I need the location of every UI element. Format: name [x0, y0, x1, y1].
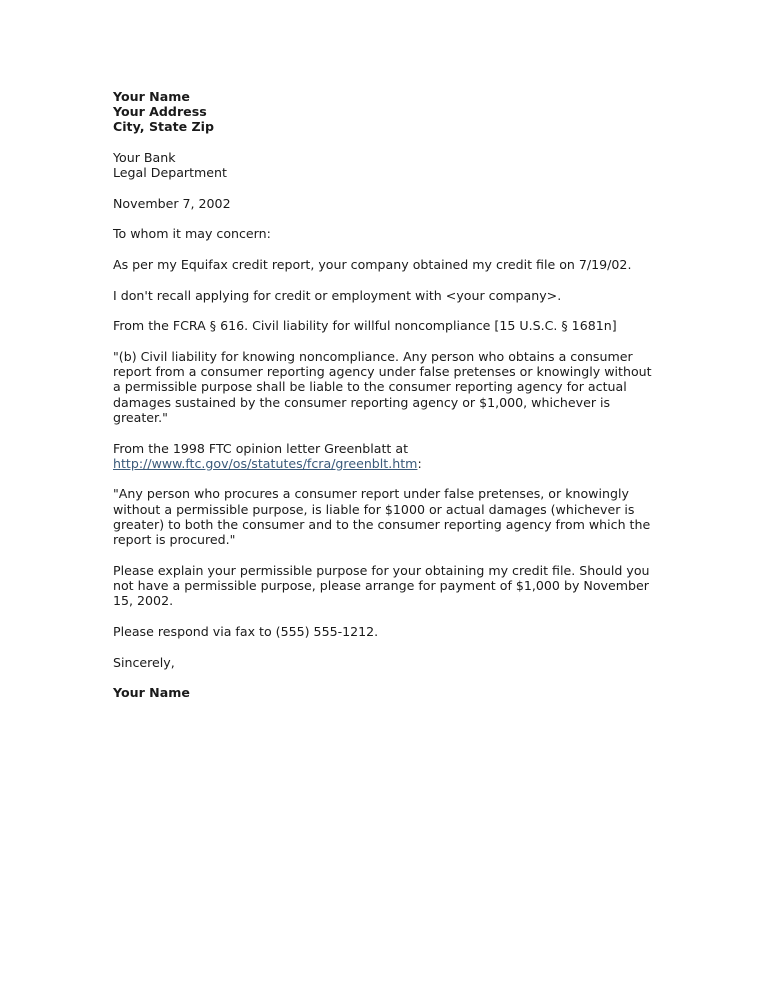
- ftc-intro: From the 1998 FTC opinion letter Greenblatt at: [113, 440, 409, 456]
- ftc-link-line: [113, 456, 673, 471]
- paragraph-fax: Please respond via fax to (555) 555-1212.: [113, 623, 379, 639]
- ftc-quote-line: greater) to both the consumer and to the consumer reporting agency from which the: [113, 516, 651, 532]
- closing: Sincerely,: [113, 654, 175, 670]
- fcra-quote-line: greater.": [113, 409, 168, 425]
- ftc-quote-line: without a permissible purpose, is liable for $1000 or actual damages (whichever is: [113, 501, 635, 517]
- recipient-bank: Your Bank: [113, 149, 176, 165]
- sender-address: Your Address: [113, 104, 207, 120]
- fcra-quote-line: damages sustained by the consumer reporting agency or $1,000, whichever is: [113, 394, 611, 410]
- ftc-quote-line: report is procured.": [113, 532, 236, 548]
- signature: Your Name: [113, 685, 190, 701]
- recipient-department: Legal Department: [113, 164, 227, 180]
- ftc-reference: [113, 441, 673, 471]
- fcra-quote-line: a permissible purpose shall be liable to the consumer reporting agency for actual: [113, 379, 627, 395]
- fcra-quote: [113, 349, 673, 425]
- ftc-link[interactable]: http://www.ftc.gov/os/statutes/fcra/greenblt.htm: [113, 455, 418, 471]
- sender-block: [113, 89, 673, 135]
- sender-name: Your Name: [113, 89, 190, 104]
- ftc-colon: :: [417, 455, 422, 471]
- paragraph-recall: I don't recall applying for credit or employment with <your company>.: [113, 287, 562, 303]
- fcra-quote-line: report from a consumer reporting agency under false pretenses or knowingly without: [113, 364, 652, 380]
- letter: [113, 89, 673, 700]
- paragraph-fcra-citation: From the FCRA § 616. Civil liability for willful noncompliance [15 U.S.C. § 1681n]: [113, 318, 617, 334]
- explain-line: 15, 2002.: [113, 593, 174, 609]
- paragraph-explain: [113, 563, 673, 609]
- ftc-quote: [113, 486, 673, 547]
- paragraph-credit-report: As per my Equifax credit report, your company obtained my credit file on 7/19/02.: [113, 256, 632, 272]
- ftc-quote-line: "Any person who procures a consumer report under false pretenses, or knowingly: [113, 486, 629, 502]
- salutation: To whom it may concern:: [113, 226, 271, 242]
- sender-city-state-zip: City, State Zip: [113, 119, 214, 135]
- explain-line: Please explain your permissible purpose for your obtaining my credit file. Should you: [113, 562, 650, 578]
- fcra-quote-line: "(b) Civil liability for knowing noncompliance. Any person who obtains a consumer: [113, 349, 633, 365]
- letter-date: November 7, 2002: [113, 195, 231, 211]
- explain-line: not have a permissible purpose, please arrange for payment of $1,000 by November: [113, 577, 649, 593]
- recipient-block: [113, 150, 673, 180]
